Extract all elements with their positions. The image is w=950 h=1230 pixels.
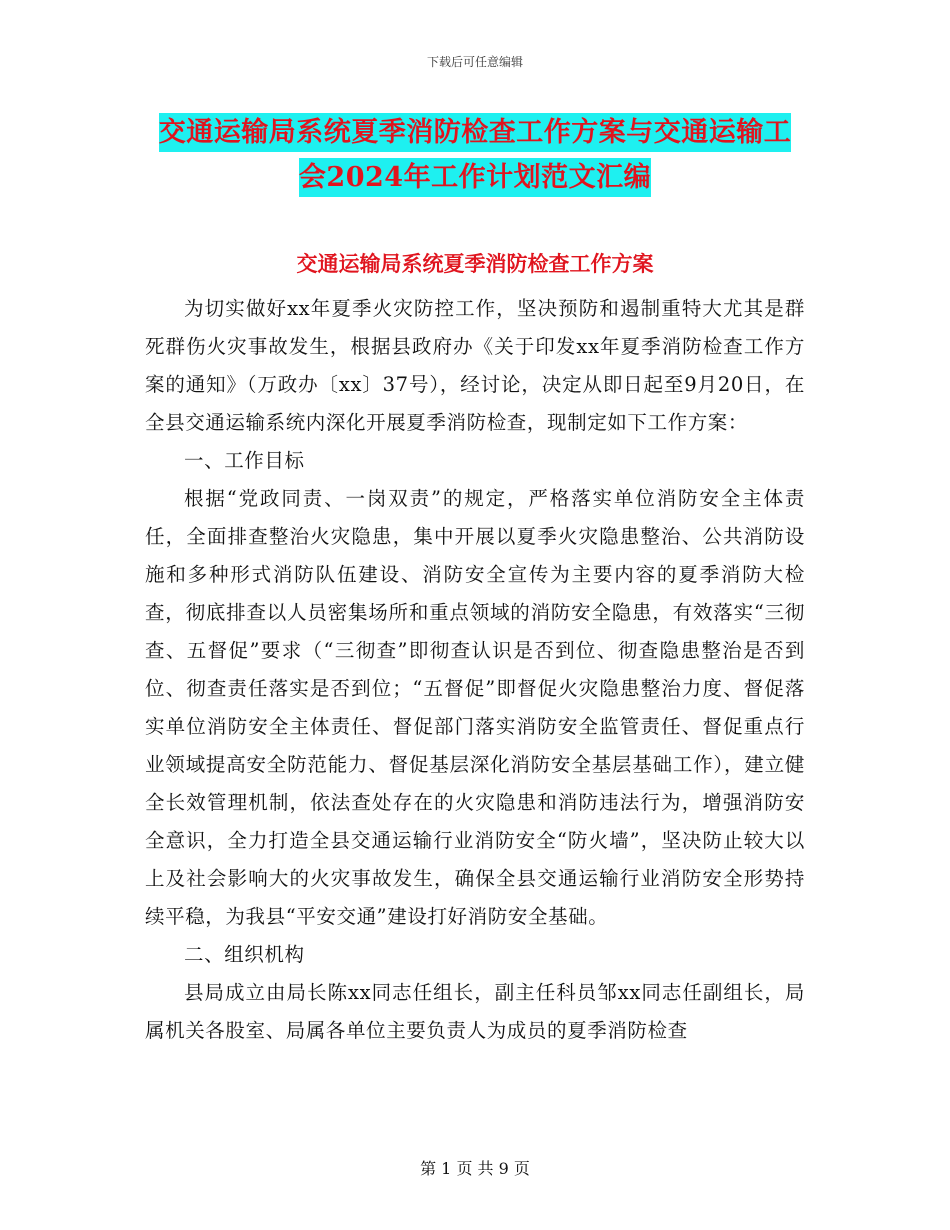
section-title: 交通运输局系统夏季消防检查工作方案 [296, 251, 654, 276]
document-body [145, 290, 805, 1050]
title-highlight-1: 交通运输局系统夏季消防检查工作方案与交通运输工 [159, 113, 792, 152]
document-title-line-2 [0, 155, 950, 194]
paragraph-intro: 为切实做好xx年夏季火灾防控工作，坚决预防和遏制重特大尤其是群死群伤火灾事故发生，根据县政府办《关于印发xx年夏季消防检查工作方案的通知》（万政办〔xx〕37号），经讨论，决定从即日起至9月20日，在全县交通运输系统内深化开展夏季消防检查，现制定如下工作方案： [145, 297, 805, 434]
heading-work-goal: 一、工作目标 [184, 449, 305, 472]
paragraph-work-goal: 根据“党政同责、一岗双责”的规定，严格落实单位消防安全主体责任，全面排查整治火灾隐患，集中开展以夏季火灾隐患整治、公共消防设施和多种形式消防队伍建设、消防安全宣传为主要内容的夏季消防大检查，彻底排查以人员密集场所和重点领域的消防安全隐患，有效落实“三彻查、五督促”要求（“三彻查”即彻查认识是否到位、彻查隐患整治是否到位、彻查责任落实是否到位；“五督促”即督促火灾隐患整治力度、督促落实单位消防安全主体责任、督促部门落实消防安全监管责任、督促重点行业领域提高安全防范能力、督促基层深化消防安全基层基础工作），建立健全长效管理机制，依法查处存在的火灾隐患和消防违法行为，增强消防安全意识，全力打造全县交通运输行业消防安全“防火墙”，坚决防止较大以上及社会影响大的火灾事故发生，确保全县交通运输行业消防安全形势持续平稳，为我县“平安交通”建设打好消防安全基础。 [145, 487, 805, 928]
document-title-line-1 [0, 110, 950, 149]
page-footer: 第 1 页 共 9 页 [420, 1159, 530, 1178]
title-highlight-2: 会2024年工作计划范文汇编 [299, 158, 651, 197]
heading-organization: 二、组织机构 [184, 943, 305, 966]
header-note: 下载后可任意编辑 [426, 55, 523, 69]
paragraph-organization: 县局成立由局长陈xx同志任组长，副主任科员邹xx同志任副组长，局属机关各股室、局属各单位主要负责人为成员的夏季消防检查 [145, 981, 805, 1042]
